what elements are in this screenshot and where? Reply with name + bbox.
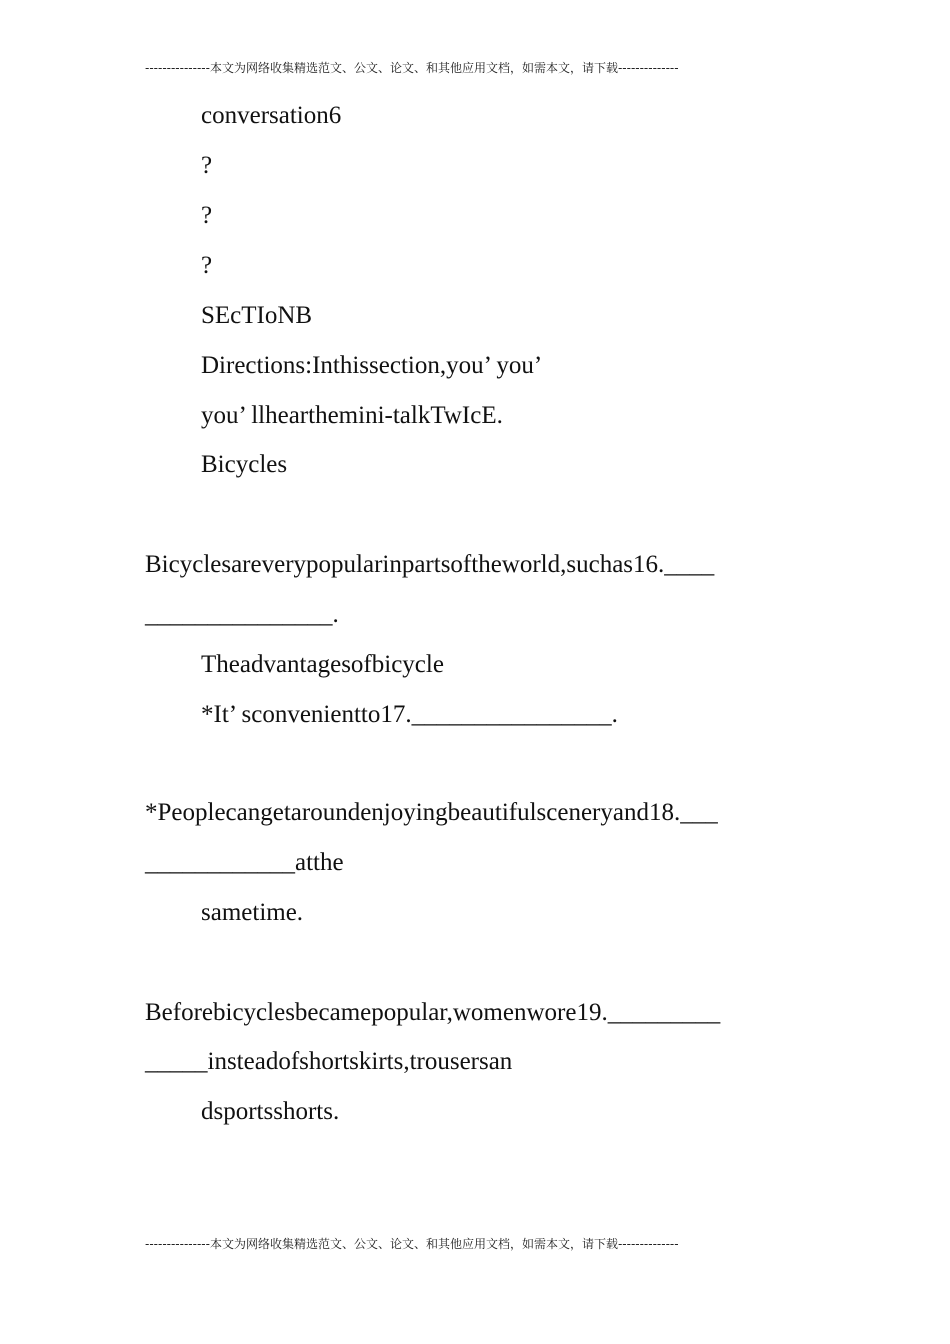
body-line: *It’ sconvenientto17.________________.	[201, 701, 618, 728]
body-line: ?	[201, 152, 213, 179]
body-line: Bicyclesareverypopularinpartsoftheworld,suchas16.____	[145, 551, 715, 578]
body-line: sametime.	[201, 899, 304, 926]
header-banner: ---------------本文为网络收集精选范文、公文、论文、和其他应用文档，如需本文，请下载--------------	[145, 61, 679, 75]
body-line: Beforebicyclesbecamepopular,womenwore19._________	[145, 999, 721, 1026]
footer-banner: ---------------本文为网络收集精选范文、公文、论文、和其他应用文档，如需本文，请下载--------------	[145, 1237, 679, 1251]
body-line: ____________atthe	[145, 849, 344, 876]
body-line: conversation6	[201, 102, 342, 129]
body-line: *Peoplecangetaroundenjoyingbeautifulsceneryand18.___	[145, 799, 718, 826]
body-line: you’ llhearthemini-talkTwIcE.	[201, 402, 503, 429]
section-heading: SEcTIoNB	[201, 302, 313, 329]
body-line: ?	[201, 202, 213, 229]
body-line: ?	[201, 252, 213, 279]
body-line: _____insteadofshortskirts,trousersan	[145, 1048, 513, 1075]
body-line: Directions:Inthissection,you’ you’	[201, 352, 543, 379]
body-line: _______________.	[145, 601, 339, 628]
body-line: dsportsshorts.	[201, 1098, 340, 1125]
body-line: Theadvantagesofbicycle	[201, 651, 444, 678]
passage-title: Bicycles	[201, 451, 288, 478]
